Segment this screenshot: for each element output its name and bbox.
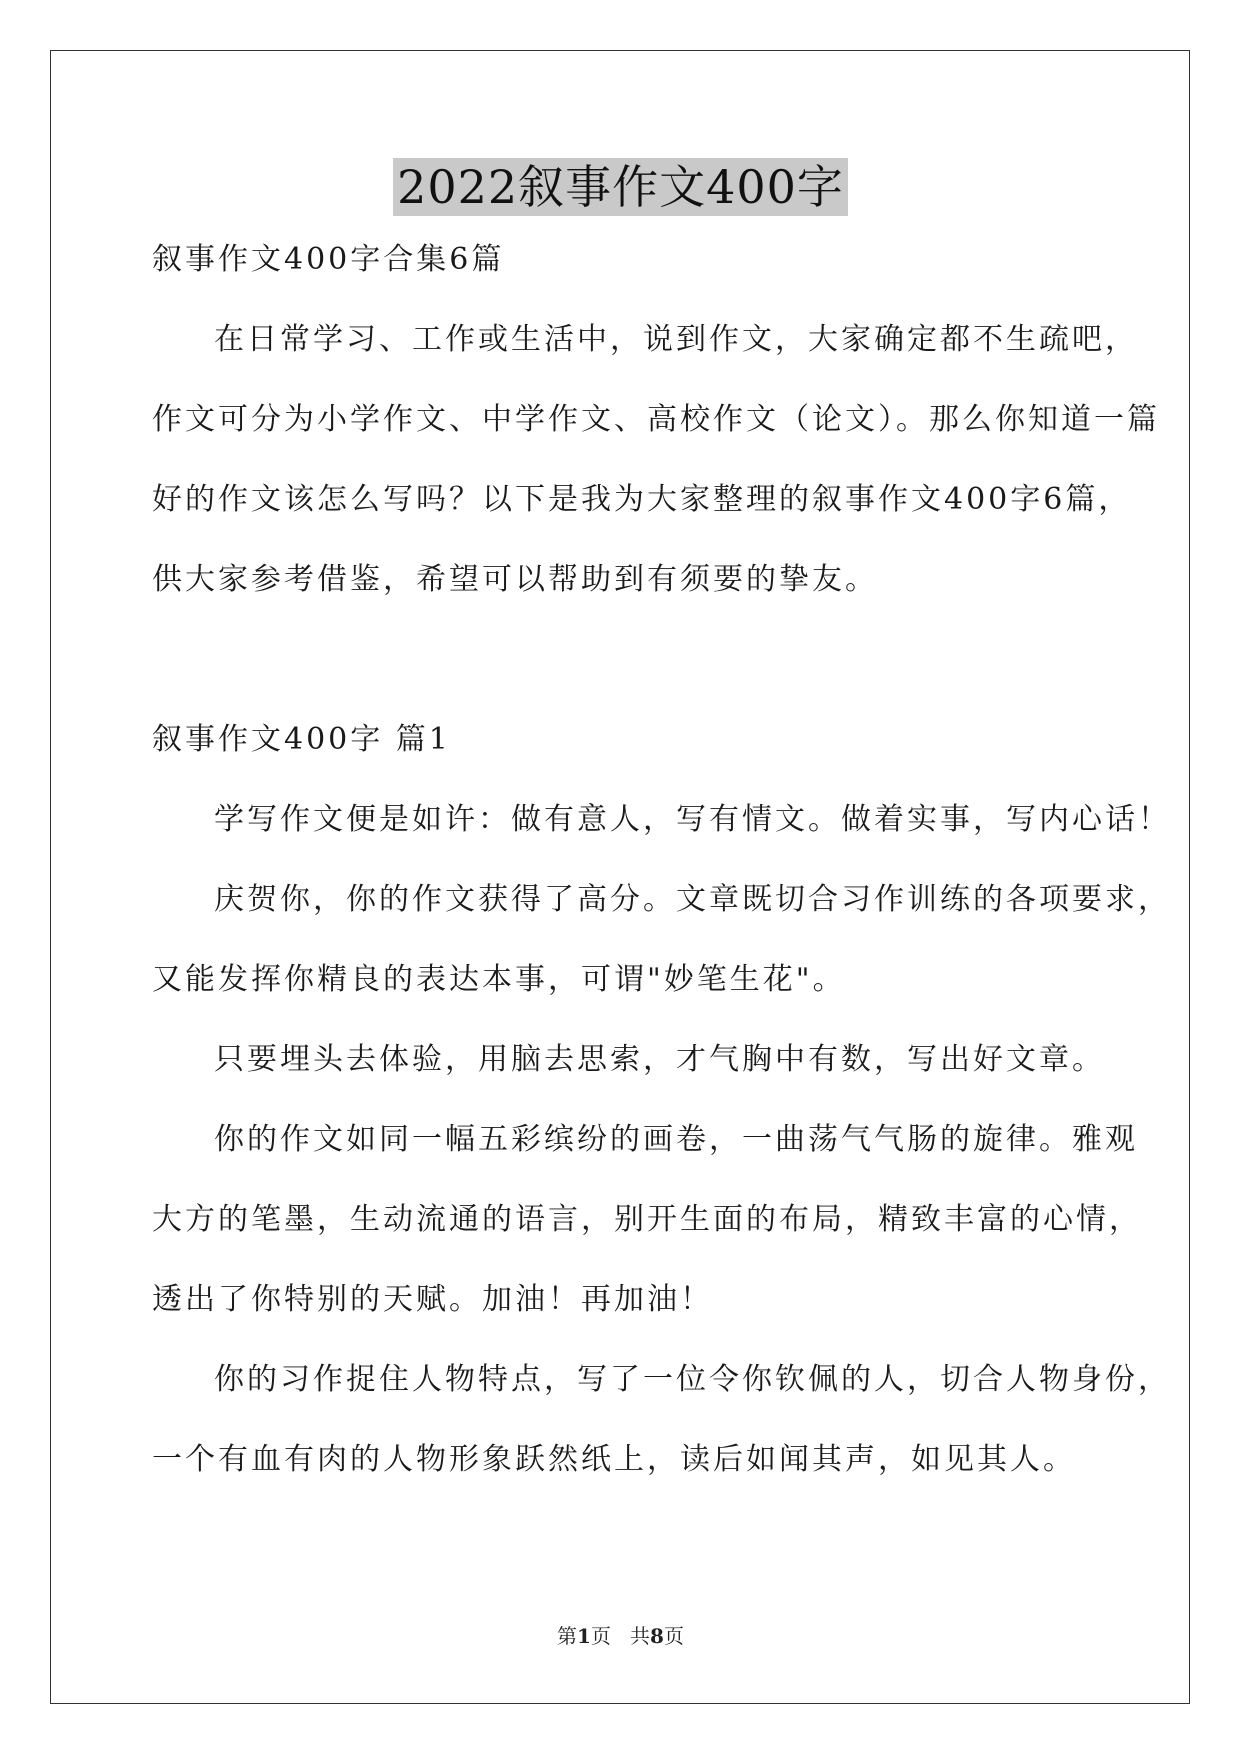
section-paragraph-5 [152,1360,1171,1480]
footer-total-prefix: 共 [630,1624,651,1648]
current-page-number: 1 [577,1624,591,1648]
section-paragraph-3 [152,1040,1112,1080]
total-page-count: 8 [650,1624,664,1648]
intro-paragraph [152,320,1160,600]
paragraph-line: 只要埋头去体验，用脑去思索，才气胸中有数，写出好文章。 [214,1042,1105,1077]
document-subtitle: 叙事作文400字合集6篇 [152,242,505,277]
section-heading: 叙事作文400字 篇1 [152,722,451,757]
document-title: 2022叙事作文400字 [393,158,848,216]
paragraph-line: 大方的笔墨，生动流通的语言，别开生面的布局，精致丰富的心情， [152,1202,1142,1237]
section-paragraph-1 [152,800,1171,840]
intro-line: 作文可分为小学作文、中学作文、高校作文（论文）。那么你知道一篇 [152,402,1160,437]
paragraph-line: 学写作文便是如许：做有意人，写有情文。做着实事，写内心话！ [214,802,1171,837]
paragraph-line: 你的习作捉住人物特点，写了一位令你钦佩的人，切合人物身份， [214,1362,1171,1397]
page-footer [0,1624,1241,1648]
intro-line: 好的作文该怎么写吗？以下是我为大家整理的叙事作文400字6篇， [152,482,1132,517]
paragraph-line: 一个有血有肉的人物形象跃然纸上，读后如闻其声，如见其人。 [152,1442,1076,1477]
section-paragraph-2 [152,880,1171,1000]
footer-prefix: 第 [557,1624,578,1648]
paragraph-line: 又能发挥你精良的表达本事，可谓"妙笔生花"。 [152,962,846,997]
intro-line: 供大家参考借鉴，希望可以帮助到有须要的挚友。 [152,562,878,597]
footer-page-word: 页 [590,1624,611,1648]
footer-total-suffix: 页 [663,1624,684,1648]
title-container [0,158,1241,216]
intro-line: 在日常学习、工作或生活中，说到作文，大家确定都不生疏吧， [214,322,1138,357]
paragraph-line: 透出了你特别的天赋。加油！再加油！ [152,1282,713,1317]
section-paragraph-4 [152,1120,1142,1320]
paragraph-line: 庆贺你，你的作文获得了高分。文章既切合习作训练的各项要求， [214,882,1171,917]
paragraph-line: 你的作文如同一幅五彩缤纷的画卷，一曲荡气气肠的旋律。雅观 [214,1122,1138,1157]
document-body [152,240,1171,1480]
